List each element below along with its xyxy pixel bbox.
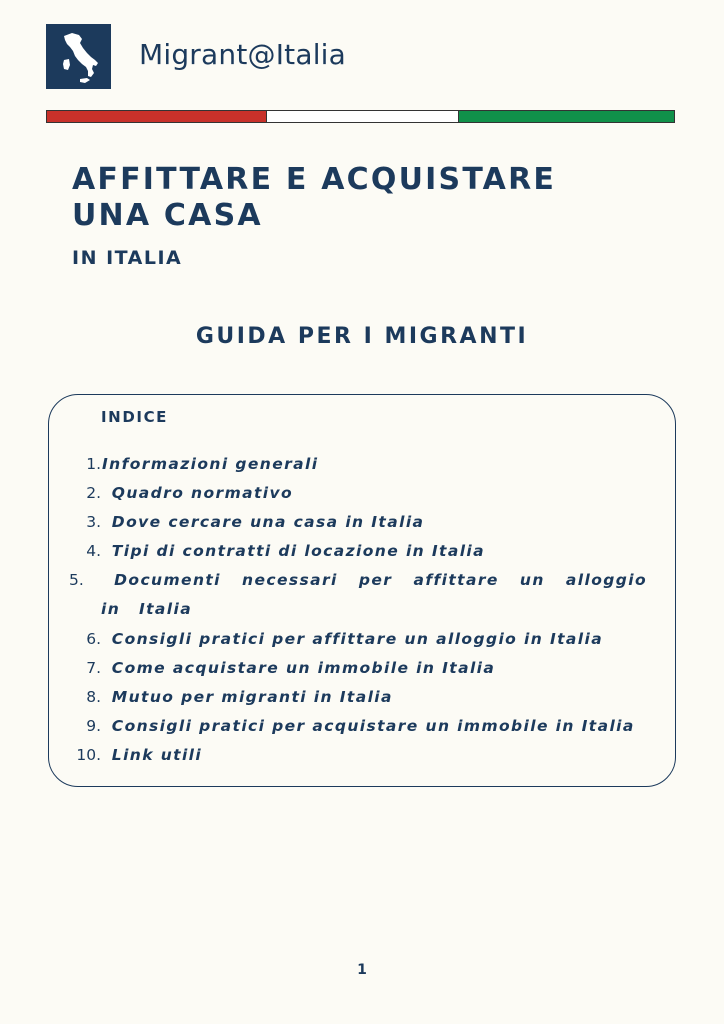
toc-item[interactable]	[69, 625, 643, 654]
toc-item-label: Come acquistare un immobile in Italia	[111, 659, 496, 677]
title-line-2: UNA CASA	[72, 198, 263, 233]
toc-item-number: 9.	[86, 717, 101, 735]
subtitle: IN ITALIA	[72, 247, 183, 269]
toc-item-label: Consigli pratici per affittare un alloggio in Italia	[111, 630, 604, 648]
toc-item-number: 5.	[69, 571, 84, 589]
toc-item[interactable]	[69, 741, 643, 770]
toc-item-label: Dove cercare una casa in Italia	[111, 513, 425, 531]
toc-item-label: Mutuo per migranti in Italia	[111, 688, 393, 706]
toc-item-number: 6.	[86, 630, 101, 648]
toc-item[interactable]	[69, 654, 643, 683]
toc-item-label: Link utili	[111, 746, 203, 764]
toc-item-label: Informazioni generali	[102, 455, 319, 473]
toc-item[interactable]	[69, 712, 643, 741]
toc-item-number: 7.	[86, 659, 101, 677]
italian-flag-bar	[46, 110, 675, 123]
toc-item[interactable]	[69, 683, 643, 712]
toc-item-label: Consigli pratici per acquistare un immobile in Italia	[111, 717, 635, 735]
toc-item-label: Documenti necessari per affittare un alloggio in Italia	[101, 571, 648, 618]
toc-item-number: 8.	[86, 688, 101, 706]
page-number: 1	[357, 962, 367, 978]
toc-heading: INDICE	[101, 408, 169, 426]
toc-item-label: Tipi di contratti di locazione in Italia	[111, 542, 486, 560]
flag-white	[266, 111, 459, 122]
toc-item-number: 2.	[86, 484, 101, 502]
flag-green	[459, 111, 674, 122]
toc-item[interactable]	[69, 508, 643, 537]
toc-item[interactable]	[69, 479, 643, 508]
toc-item[interactable]	[69, 566, 647, 624]
flag-red	[47, 111, 266, 122]
table-of-contents	[48, 394, 676, 787]
toc-item-label: Quadro normativo	[111, 484, 294, 502]
toc-item-number: 3.	[86, 513, 101, 531]
toc-item[interactable]	[69, 450, 643, 479]
toc-item-number: 1.	[86, 455, 101, 473]
guide-heading: GUIDA PER I MIGRANTI	[195, 324, 529, 349]
italy-map-icon	[46, 24, 111, 89]
page-title	[72, 162, 556, 234]
toc-item-number: 4.	[86, 542, 101, 560]
brand-name: Migrant@Italia	[139, 38, 347, 71]
title-line-1: AFFITTARE E ACQUISTARE	[72, 162, 557, 197]
logo	[46, 24, 111, 89]
toc-item[interactable]	[69, 537, 643, 566]
toc-item-number: 10.	[76, 746, 101, 764]
